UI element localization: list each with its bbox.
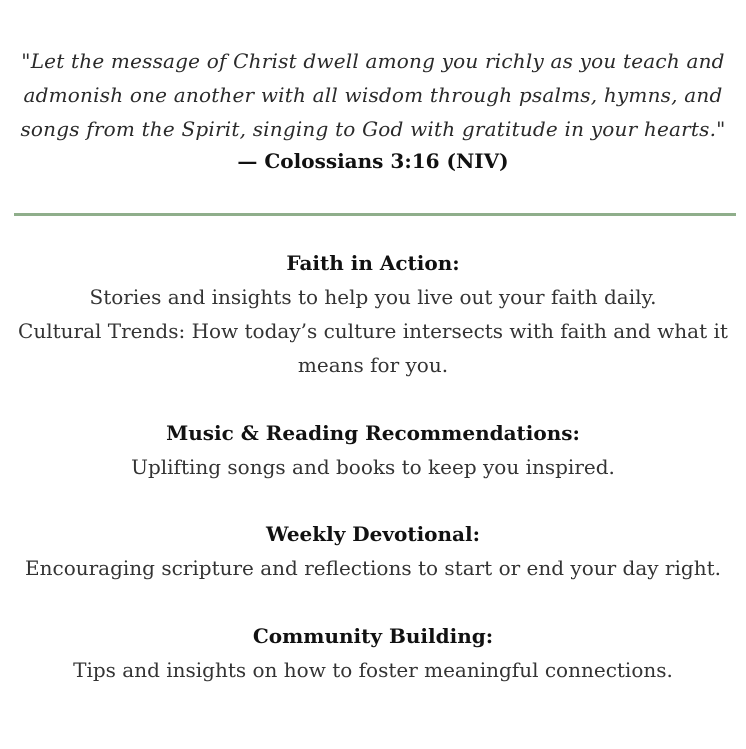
section-heading: Weekly Devotional:	[265, 522, 480, 546]
section-description: Encouraging scripture and reflections to start or end your day right.	[25, 556, 721, 580]
quote-citation: — Colossians 3:16 (NIV)	[237, 149, 509, 173]
section-music-reading	[0, 416, 746, 484]
quote-line: songs from the Spirit, singing to God with gratitude in your hearts."	[20, 117, 726, 141]
section-faith-in-action	[0, 246, 746, 382]
section-weekly-devotional	[0, 517, 746, 585]
section-description: Tips and insights on how to foster meaningful connections.	[73, 658, 673, 682]
section-description: Cultural Trends: How today’s culture intersects with faith and what it	[18, 319, 728, 343]
quote-line: admonish one another with all wisdom through psalms, hymns, and	[23, 83, 723, 107]
quote-line: "Let the message of Christ dwell among you richly as you teach and	[21, 49, 725, 73]
section-description: Stories and insights to help you live out your faith daily.	[89, 285, 657, 309]
section-community-building	[0, 619, 746, 687]
section-heading: Music & Reading Recommendations:	[166, 421, 580, 445]
section-divider	[14, 213, 736, 216]
section-heading: Community Building:	[252, 624, 494, 648]
scripture-quote	[10, 44, 736, 146]
section-description: means for you.	[297, 353, 449, 377]
section-heading: Faith in Action:	[286, 251, 460, 275]
section-description: Uplifting songs and books to keep you inspired.	[131, 455, 615, 479]
